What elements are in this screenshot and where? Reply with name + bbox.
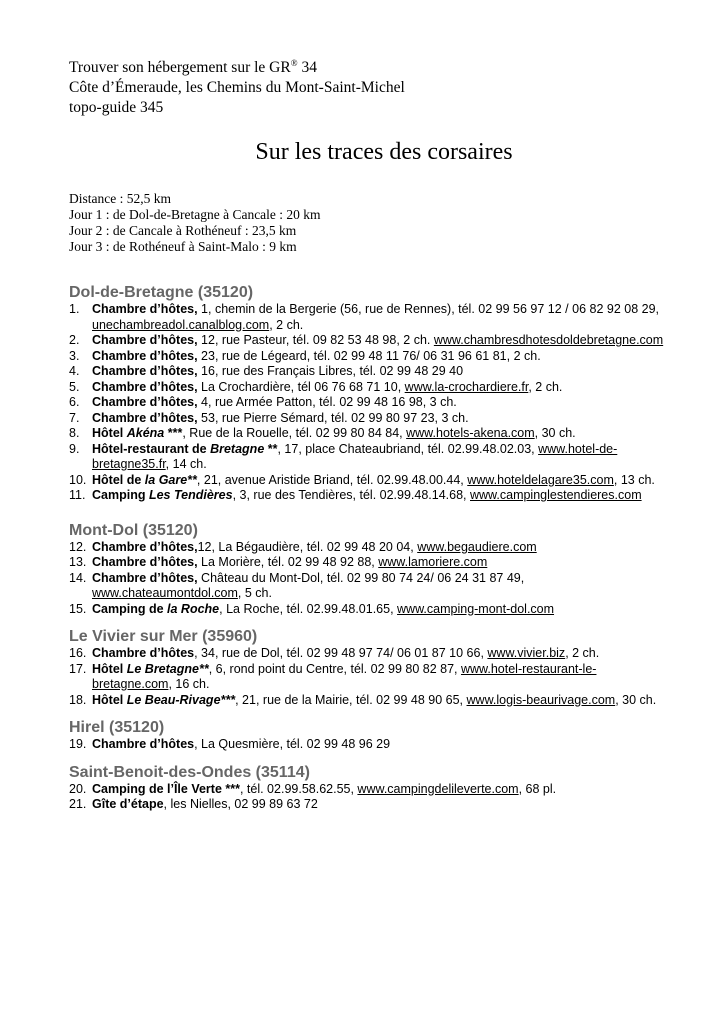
item-name: *** (164, 426, 183, 440)
page-title: Sur les traces des corsaires (255, 139, 513, 165)
list-item (69, 380, 669, 396)
item-name-italic: Akéna (126, 426, 165, 440)
list-item (69, 571, 669, 602)
website-link[interactable]: www.chambresdhotesdoldebretagne.com (433, 333, 664, 347)
list-item (69, 395, 669, 411)
registered-mark: ® (290, 57, 298, 68)
accommodation-list (69, 646, 669, 708)
item-details: , 16 ch. (168, 677, 210, 691)
item-number: 20. (69, 781, 87, 796)
list-item (69, 782, 669, 798)
document-page (69, 58, 669, 813)
item-details: , 2 ch. (565, 646, 600, 660)
item-details: 23, rue de Légeard, tél. 02 99 48 11 76/ 06 31 96 61 81, 2 ch. (197, 348, 541, 363)
item-name: Chambre d’hôtes, (92, 302, 198, 316)
item-number: 13. (69, 555, 87, 569)
list-item (69, 426, 669, 442)
list-item (69, 555, 669, 571)
item-details: 4, rue Armée Patton, tél. 02 99 48 16 98, 3 ch. (197, 395, 457, 409)
item-details: , 17, place Chateaubriand, tél. 02.99.48.02.03, (277, 441, 539, 456)
accommodation-list (69, 540, 669, 618)
item-name: Chambre d’hôtes, (92, 395, 198, 409)
item-name: Chambre d’hôtes, (92, 539, 198, 554)
website-link[interactable]: www.campingdelileverte.com (357, 781, 519, 796)
item-number: 7. (69, 410, 80, 425)
website-link[interactable]: www.chateaumontdol.com (92, 586, 238, 600)
item-details: , 13 ch. (613, 472, 655, 487)
item-name: Camping (92, 488, 149, 502)
item-number: 12. (69, 539, 87, 554)
item-number: 4. (69, 364, 80, 378)
section (69, 627, 669, 708)
item-name: Chambre d’hôtes (92, 737, 195, 751)
list-item (69, 364, 669, 380)
item-details: Château du Mont-Dol, tél. 02 99 80 74 24/ 06 24 31 87 49, (197, 570, 525, 585)
document-header (69, 58, 669, 118)
day-1-line: Jour 1 : de Dol-de-Bretagne à Cancale : 20 km (69, 207, 321, 222)
list-item (69, 333, 669, 349)
list-item (69, 662, 669, 693)
section-title: Mont-Dol (35120) (69, 521, 198, 539)
item-number: 21. (69, 797, 87, 811)
item-details: , 2 ch. (528, 379, 563, 394)
item-name-italic: Le Beau-Rivage*** (126, 692, 236, 707)
section-title: Le Vivier sur Mer (35960) (69, 628, 258, 645)
website-link[interactable]: www.logis-beaurivage.com (466, 692, 616, 707)
item-number: 19. (69, 737, 87, 751)
item-number: 17. (69, 661, 87, 676)
item-name-italic: Le Bretagne** (126, 661, 209, 676)
item-name: Hôtel (92, 426, 127, 440)
website-link[interactable]: www.la-crochardiere.fr (404, 379, 529, 394)
website-link[interactable]: www.begaudiere.com (417, 539, 537, 554)
item-details: , 30 ch. (615, 692, 657, 707)
item-number: 3. (69, 348, 80, 363)
item-details: , tél. 02.99.58.62.55, (239, 781, 358, 796)
item-name: Camping de (92, 601, 168, 616)
list-item (69, 473, 669, 489)
item-details: 12, La Bégaudière, tél. 02 99 48 20 04, (197, 539, 418, 554)
item-name: Hôtel (92, 692, 127, 707)
item-details: , La Roche, tél. 02.99.48.01.65, (219, 601, 398, 616)
item-name: Chambre d’hôtes, (92, 555, 198, 569)
day-3-line: Jour 3 : de Rothéneuf à Saint-Malo : 9 km (69, 239, 297, 254)
item-details: , 34, rue de Dol, tél. 02 99 48 97 74/ 06 01 87 10 66, (194, 646, 488, 660)
website-link[interactable]: www.vivier.biz (487, 646, 566, 660)
item-name: Camping de l’Île Verte *** (92, 781, 240, 796)
section (69, 718, 669, 753)
item-number: 14. (69, 570, 87, 585)
header-line-2: Côte d’Émeraude, les Chemins du Mont-Saint-Michel (69, 79, 405, 96)
item-details: , La Quesmière, tél. 02 99 48 96 29 (194, 737, 391, 751)
item-number: 2. (69, 333, 80, 347)
day-2-line: Jour 2 : de Cancale à Rothéneuf : 23,5 km (69, 223, 297, 238)
item-details: 1, chemin de la Bergerie (56, rue de Rennes), tél. 02 99 56 97 12 / 06 82 92 08 29, (197, 302, 659, 316)
item-name-italic: la Gare** (144, 472, 197, 487)
website-link[interactable]: www.lamoriere.com (378, 555, 488, 569)
section-title: Hirel (35120) (69, 719, 165, 736)
item-name: Chambre d’hôtes, (92, 333, 198, 347)
accommodation-list (69, 302, 669, 504)
list-item (69, 693, 669, 709)
item-number: 15. (69, 601, 87, 616)
item-details: 53, rue Pierre Sémard, tél. 02 99 80 97 23, 3 ch. (197, 410, 469, 425)
distance-line: Distance : 52,5 km (69, 191, 171, 206)
item-details: , 21, rue de la Mairie, tél. 02 99 48 90 65, (235, 692, 467, 707)
website-link[interactable]: www.hotel-de-bretagne35.fr (92, 441, 618, 471)
item-name: Chambre d’hôtes, (92, 364, 198, 378)
accommodation-list (69, 737, 669, 753)
item-details: 16, rue des Français Libres, tél. 02 99 48 29 40 (197, 364, 464, 378)
header-line-1: Trouver son hébergement sur le GR® 34 (69, 57, 317, 76)
item-details: , 14 ch. (165, 457, 207, 471)
section (69, 763, 669, 813)
item-name: Hôtel (92, 661, 127, 676)
item-details: , 21, avenue Aristide Briand, tél. 02.99.48.00.44, (196, 472, 468, 487)
item-details: , 3, rue des Tendières, tél. 02.99.48.14.68, (232, 488, 470, 502)
item-name: Chambre d’hôtes, (92, 410, 198, 425)
item-name-italic: la Roche (167, 601, 220, 616)
list-item (69, 411, 669, 427)
item-name: ** (264, 441, 278, 456)
section (69, 521, 669, 618)
distance-block (69, 191, 669, 255)
header-line-3: topo-guide 345 (69, 99, 164, 116)
website-link[interactable]: www.hotels-akena.com (406, 426, 535, 440)
item-number: 5. (69, 379, 80, 394)
website-link[interactable]: www.hotel-restaurant-le-bretagne.com (92, 661, 597, 691)
website-link[interactable]: unechambreadol.canalblog.com (92, 317, 270, 332)
item-name: Chambre d’hôtes, (92, 570, 198, 585)
section (69, 283, 669, 504)
item-details: La Crochardière, tél 06 76 68 71 10, (197, 379, 405, 394)
item-name: Hôtel de (92, 472, 145, 487)
section-title: Saint-Benoit-des-Ondes (35114) (69, 763, 310, 781)
item-number: 1. (69, 302, 80, 316)
list-item (69, 602, 669, 618)
website-link[interactable]: www.hoteldelagare35.com (467, 472, 614, 487)
list-item (69, 349, 669, 365)
item-details: 12, rue Pasteur, tél. 09 82 53 48 98, 2 ch. (197, 333, 434, 347)
item-name-italic: Les Tendières (148, 488, 233, 502)
item-details: La Morière, tél. 02 99 48 92 88, (197, 555, 379, 569)
list-item (69, 540, 669, 556)
item-details: , 6, rond point du Centre, tél. 02 99 80 82 87, (208, 661, 461, 676)
item-name: Chambre d’hôtes, (92, 379, 198, 394)
website-link[interactable]: www.camping-mont-dol.com (397, 601, 555, 616)
list-item (69, 646, 669, 662)
website-link[interactable]: www.campinglestendieres.com (470, 488, 642, 502)
item-number: 6. (69, 395, 80, 409)
item-details: , Rue de la Rouelle, tél. 02 99 80 84 84, (182, 426, 407, 440)
item-number: 8. (69, 426, 80, 440)
accommodation-list (69, 782, 669, 813)
item-number: 11. (69, 488, 86, 502)
item-details: , 5 ch. (237, 586, 272, 600)
item-details: , 68 pl. (518, 781, 557, 796)
list-item (69, 797, 669, 813)
item-number: 9. (69, 441, 80, 456)
list-item (69, 737, 669, 753)
item-name: Chambre d’hôtes, (92, 348, 198, 363)
item-name-italic: Bretagne (210, 441, 265, 456)
item-details: , 2 ch. (269, 317, 304, 332)
section-title: Dol-de-Bretagne (35120) (69, 284, 254, 301)
list-item (69, 302, 669, 333)
item-number: 10. (69, 472, 87, 487)
item-name: Hôtel-restaurant de (92, 441, 211, 456)
item-details: , les Nielles, 02 99 89 63 72 (163, 797, 318, 811)
item-number: 18. (69, 692, 87, 707)
item-details: , 30 ch. (534, 426, 576, 440)
item-name: Gîte d’étape (92, 797, 164, 811)
item-name: Chambre d’hôtes (92, 646, 195, 660)
item-number: 16. (69, 646, 87, 660)
accommodation-sections (69, 283, 669, 813)
list-item (69, 442, 669, 473)
list-item (69, 488, 669, 504)
